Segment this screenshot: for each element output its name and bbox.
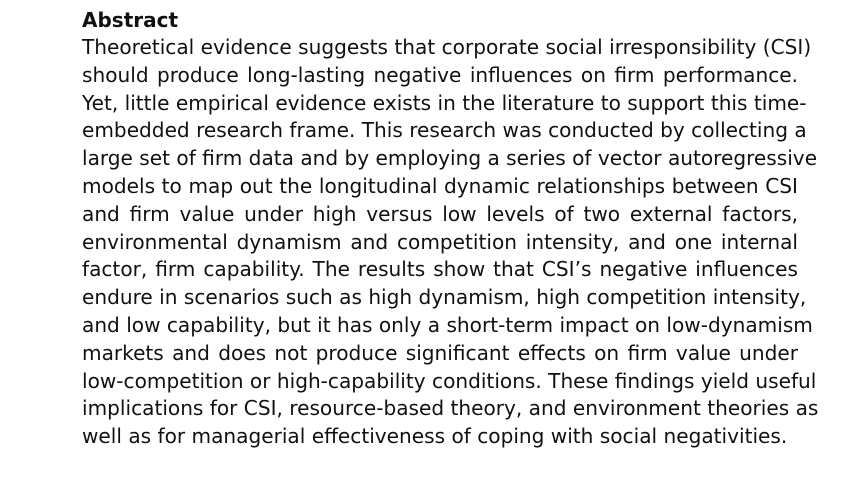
abstract-line: markets and does not produce significant effects on firm value under [82,340,798,365]
abstract-line: embedded research frame. This research was conducted by collecting a [82,118,807,143]
abstract-line: low-competition or high-capability conditions. These findings yield useful [82,368,817,393]
abstract-line: endure in scenarios such as high dynamism, high competition intensity, [82,285,807,310]
abstract-line: factor, firm capability. The results show that CSI’s negative influences [82,257,798,282]
abstract-line: Theoretical evidence suggests that corporate social irresponsibility (CSI) [82,35,812,59]
abstract-line: implications for CSI, resource-based theory, and environment theories as [82,396,819,421]
abstract-body [82,34,819,451]
abstract-line: Yet, little empirical evidence exists in the literature to support this time- [82,90,807,115]
abstract-line: environmental dynamism and competition intensity, and one internal [82,229,798,254]
abstract-section [82,6,819,451]
abstract-heading: Abstract [82,8,179,32]
abstract-line: models to map out the longitudinal dynamic relationships between CSI [82,173,798,198]
abstract-line: should produce long-lasting negative influences on firm performance. [82,62,798,87]
abstract-line: large set of firm data and by employing a series of vector autoregressive [82,146,818,171]
abstract-line: well as for managerial effectiveness of coping with social negativities. [82,424,788,449]
abstract-line: and firm value under high versus low levels of two external factors, [82,201,798,226]
abstract-line: and low capability, but it has only a short-term impact on low-dynamism [82,312,813,337]
